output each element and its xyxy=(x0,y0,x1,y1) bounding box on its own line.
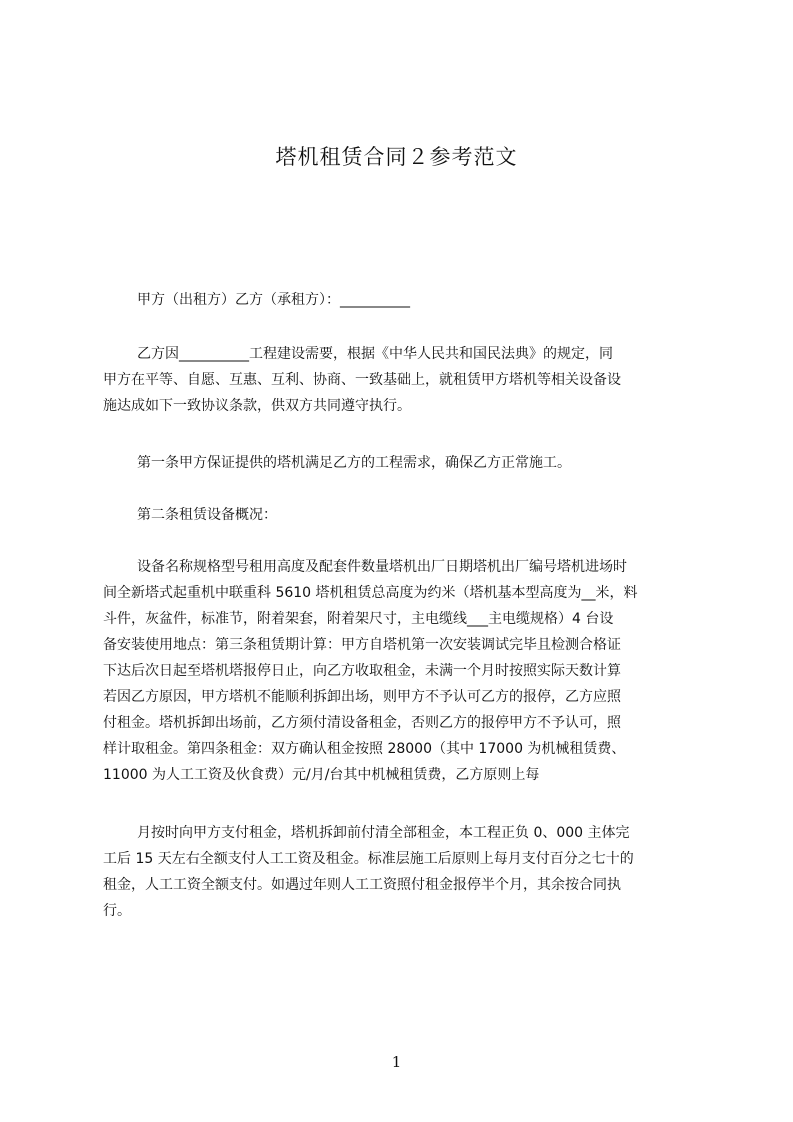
paragraph-line: 行。 xyxy=(103,903,131,919)
paragraph-line: 设备名称规格型号租用高度及配套件数量塔机出厂日期塔机出厂编号塔机进场时 xyxy=(137,559,627,575)
paragraph-line: 备安装使用地点：第三条租赁期计算：甲方自塔机第一次安装调试完毕且检测合格证 xyxy=(103,637,621,653)
paragraph-line: 月按时向甲方支付租金，塔机拆卸前付清全部租金，本工程正负 0、000 主体完 xyxy=(137,825,630,841)
paragraph-line: 租金，人工工资全额支付。如遇过年则人工工资照付租金报停半个月，其余按合同执 xyxy=(103,877,621,893)
parties-line-block xyxy=(103,287,698,313)
paragraph-line: 施达成如下一致协议条款，供双方共同遵守执行。 xyxy=(103,398,411,414)
paragraph-line: 若因乙方原因，甲方塔机不能顺利拆卸出场，则甲方不予认可乙方的报停，乙方应照 xyxy=(103,689,621,705)
paragraph-line: 乙方因__________工程建设需要，根据《中华人民共和国民法典》的规定，同 xyxy=(137,346,613,362)
article-2: 第二条租赁设备概况： xyxy=(137,507,277,523)
article-2-block xyxy=(103,502,698,528)
paragraph-payment xyxy=(103,820,698,924)
paragraph-line: 11000 为人工工资及伙食费）元/月/台其中机械租赁费，乙方原则上每 xyxy=(103,767,540,783)
paragraph-line: 斗件，灰盆件，标准节，附着架套，附着架尺寸，主电缆线___主电缆规格）4 台设 xyxy=(103,611,614,627)
document-title: 塔机租赁合同２参考范文 xyxy=(275,145,518,169)
paragraph-line: 工后 15 天左右全额支付人工工资及租金。标准层施工后原则上每月支付百分之七十的 xyxy=(103,851,634,867)
paragraph-line: 间全新塔式起重机中联重科 5610 塔机租赁总高度为约米（塔机基本型高度为__米，料 xyxy=(103,585,638,601)
article-1: 第一条甲方保证提供的塔机满足乙方的工程需求，确保乙方正常施工。 xyxy=(137,455,571,471)
paragraph-line: 甲方在平等、自愿、互惠、互利、协商、一致基础上，就租赁甲方塔机等相关设备设 xyxy=(103,372,621,388)
paragraph-line: 下达后次日起至塔机塔报停日止，向乙方收取租金，未满一个月时按照实际天数计算 xyxy=(103,663,621,679)
paragraph-intro xyxy=(103,341,698,419)
paragraph-line: 样计取租金。第四条租金：双方确认租金按照 28000（其中 17000 为机械租赁费、 xyxy=(103,741,626,757)
parties-line: 甲方（出租方）乙方（承租方）：__________ xyxy=(137,292,410,308)
paragraph-equipment xyxy=(103,554,698,788)
article-1-block xyxy=(103,450,698,476)
page-number: 1 xyxy=(391,1053,402,1071)
paragraph-line: 付租金。塔机拆卸出场前，乙方须付清设备租金，否则乙方的报停甲方不予认可，照 xyxy=(103,715,621,731)
